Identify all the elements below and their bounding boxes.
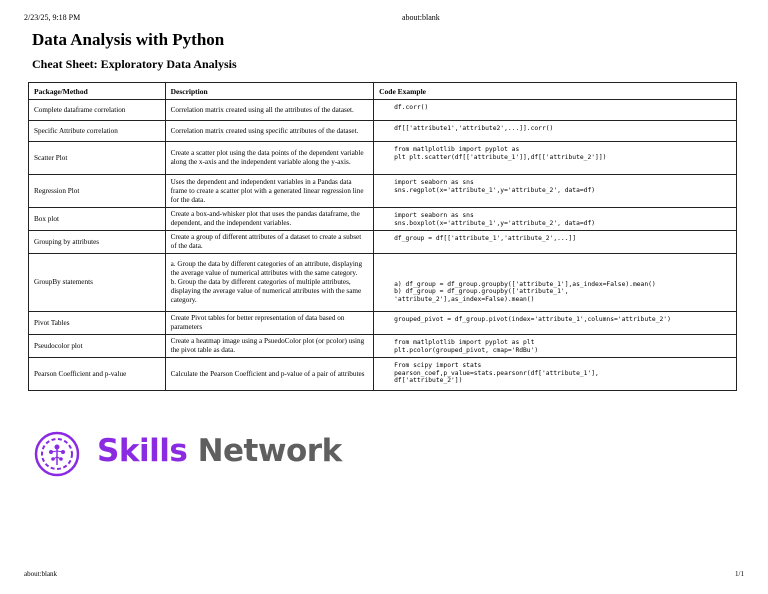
description-cell: Create Pivot tables for better representation of data based on parameters: [165, 312, 374, 335]
table-row: [29, 312, 737, 335]
column-header-method: Package/Method: [29, 83, 166, 100]
description-cell: Correlation matrix created using all the attributes of the dataset.: [165, 100, 374, 121]
table-header-row: [29, 83, 737, 100]
code-cell: from matlplotlib import pyplot as plt plt.pcolor(grouped_pivot, cmap='RdBu'): [374, 335, 737, 358]
code-cell: df_group = df[['attribute_1','attribute_2',...]]: [374, 231, 737, 254]
document-subtitle: Cheat Sheet: Exploratory Data Analysis: [32, 57, 237, 71]
method-cell: Pearson Coefficient and p-value: [29, 358, 166, 391]
column-header-description: Description: [165, 83, 374, 100]
description-cell: Calculate the Pearson Coefficient and p-value of a pair of attributes: [165, 358, 374, 391]
print-footer-url: about:blank: [24, 570, 58, 578]
code-cell: import seaborn as sns sns.regplot(x='attribute_1',y='attribute_2', data=df): [374, 175, 737, 208]
description-cell: Correlation matrix created using specific attributes of the dataset.: [165, 121, 374, 142]
code-cell: df.corr(): [374, 100, 737, 121]
code-cell: from matlplotlib import pyplot as plt plt.scatter(df[['attribute_1']],df[['attribute_2']]): [374, 142, 737, 175]
logo-word-network: Network: [197, 433, 342, 469]
print-datetime: 2/23/25, 9:18 PM: [24, 13, 81, 22]
method-cell: Regression Plot: [29, 175, 166, 208]
print-header: [24, 13, 744, 25]
table-row: [29, 208, 737, 231]
description-cell: Uses the dependent and independent variables in a Pandas data frame to create a scatter plot with a generated linear regression line for the data.: [165, 175, 374, 208]
description-cell: Create a scatter plot using the data points of the dependent variable along the x-axis and the independent variable along the y-axis.: [165, 142, 374, 175]
code-cell: a) df_group = df_group.groupby(['attribute_1'],as_index=False).mean() b) df_group = df_group.groupby(['attribute_1', 'attribute_2'],as_index=False).mean(): [374, 254, 737, 312]
table-row: [29, 335, 737, 358]
column-header-code: Code Example: [374, 83, 737, 100]
logo-wordmark: [97, 433, 342, 469]
description-cell: Create a heatmap image using a PsuedoColor plot (or pcolor) using the pivot table as data.: [165, 335, 374, 358]
table-row: [29, 121, 737, 142]
table-row: [29, 358, 737, 391]
description-cell: Create a group of different attributes of a dataset to create a subset of the data.: [165, 231, 374, 254]
method-cell: GroupBy statements: [29, 254, 166, 312]
cheat-sheet-table: [28, 82, 737, 391]
method-cell: Scatter Plot: [29, 142, 166, 175]
method-cell: Pivot Tables: [29, 312, 166, 335]
method-cell: Box plot: [29, 208, 166, 231]
table-row: [29, 142, 737, 175]
document-title: Data Analysis with Python: [32, 30, 225, 49]
description-cell: a. Group the data by different categories of an attribute, displaying the average value of numerical attributes with the same category. b. Group the data by different categories of multiple attributes, displaying the average value of numerical attributes with the same category.: [165, 254, 374, 312]
table-row: [29, 100, 737, 121]
print-footer: [24, 570, 744, 582]
page-number: 1/1: [735, 570, 744, 578]
code-cell: From scipy import stats pearson_coef,p_value=stats.pearsonr(df['attribute_1'], df['attribute_2']): [374, 358, 737, 391]
code-cell: grouped_pivot = df_group.pivot(index='attribute_1',columns='attribute_2'): [374, 312, 737, 335]
method-cell: Grouping by attributes: [29, 231, 166, 254]
code-cell: df[['attribute1','attribute2',...]].corr(): [374, 121, 737, 142]
description-cell: Create a box-and-whisker plot that uses the pandas dataframe, the dependent, and the independent variables.: [165, 208, 374, 231]
method-cell: Pseudocolor plot: [29, 335, 166, 358]
table-row: [29, 175, 737, 208]
skills-network-logo-icon: [33, 430, 81, 478]
method-cell: Complete dataframe correlation: [29, 100, 166, 121]
print-url: about:blank: [402, 13, 440, 22]
code-cell: import seaborn as sns sns.boxplot(x='attribute_1',y='attribute_2', data=df): [374, 208, 737, 231]
skills-network-logo: [33, 430, 353, 478]
logo-word-skills: Skills: [97, 433, 188, 469]
table-row: [29, 254, 737, 312]
table-row: [29, 231, 737, 254]
method-cell: Specific Attribute correlation: [29, 121, 166, 142]
